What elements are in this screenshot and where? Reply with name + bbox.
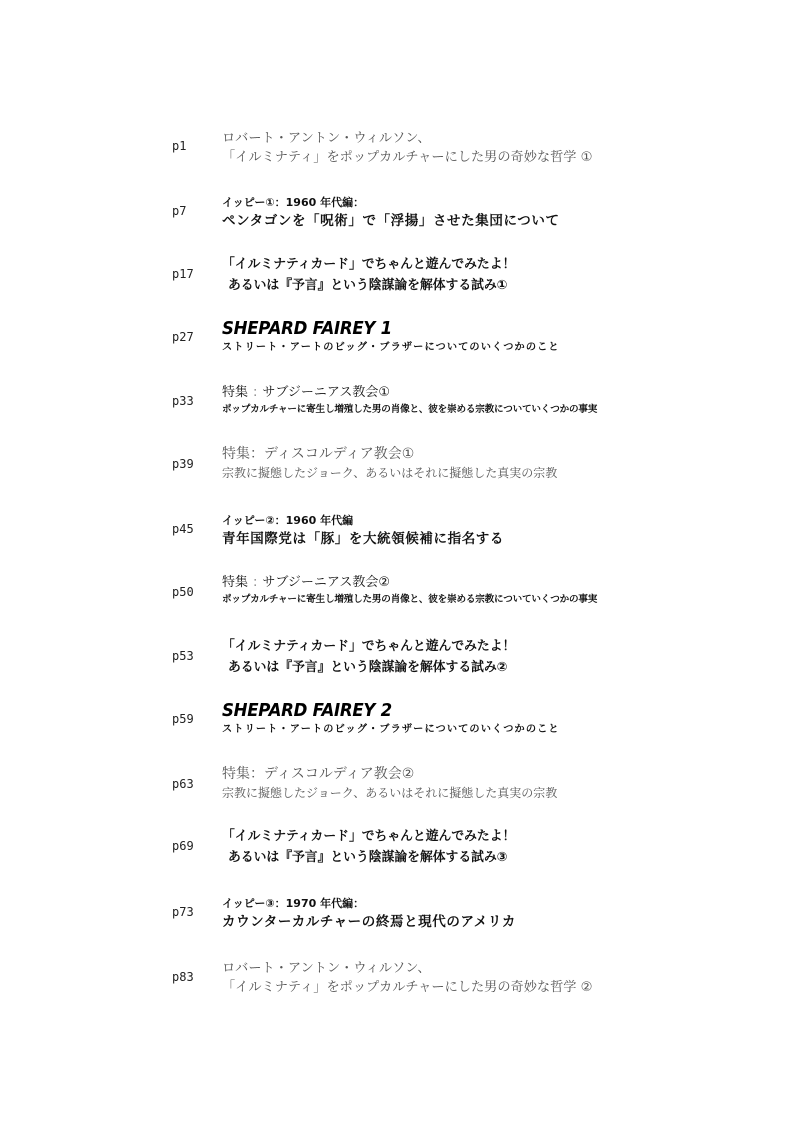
entry-headline: ペンタゴンを「呪術」で「浮揚」させた集団について	[222, 213, 560, 229]
feature-subtitle: ポップカルチャーに寄生し増殖した男の肖像と、彼を崇める宗教についていくつかの事実	[222, 594, 598, 605]
feature-label: 特集	[222, 575, 249, 590]
page-number: p83	[172, 970, 194, 984]
entry-title-line-2: あるいは『予言』という陰謀論を解体する試み②	[228, 660, 508, 675]
entry-headline: カウンターカルチャーの終焉と現代のアメリカ	[222, 914, 516, 930]
entry-title-line-1: 特集：ディスコルディア教会②	[222, 766, 415, 782]
feature-title: SHEPARD FAIREY 2	[222, 700, 392, 721]
entry-title-line-2: 宗教に擬態したジョーク、あるいはそれに擬態した真実の宗教	[222, 466, 558, 480]
page-number: p59	[172, 712, 194, 726]
entry-title-line-1: ロバート・アントン・ウィルソン、	[222, 131, 431, 146]
feature-name: サブジーニアス教会②	[262, 575, 391, 590]
feature-separator: :	[253, 575, 258, 590]
page-number: p27	[172, 330, 194, 344]
entry-title-line-2: あるいは『予言』という陰謀論を解体する試み③	[228, 850, 508, 865]
entry-title-line-1: ロバート・アントン・ウィルソン、	[222, 961, 431, 976]
page-number: p53	[172, 649, 194, 663]
feature-subtitle: ストリート・アートのビッグ・ブラザーについてのいくつかのこと	[222, 342, 560, 353]
entry-headline: 青年国際党は「豚」を大統領候補に指名する	[222, 531, 504, 547]
entry-title-line-2: 「イルミナティ」をポップカルチャーにした男の奇妙な哲学 ②	[222, 980, 593, 995]
entry-kicker: イッピー③：1970 年代編：	[222, 897, 365, 910]
page-number: p45	[172, 522, 194, 536]
entry-title-line-1: 「イルミナティカード」でちゃんと遊んでみたよ！	[222, 829, 516, 844]
entry-title-line-1: 「イルミナティカード」でちゃんと遊んでみたよ！	[222, 639, 516, 654]
entry-kicker: イッピー②：1960 年代編	[222, 514, 354, 527]
feature-heading	[222, 384, 762, 402]
feature-subtitle: ポップカルチャーに寄生し増殖した男の肖像と、彼を崇める宗教についていくつかの事実	[222, 404, 598, 415]
entry-kicker: イッピー①：1960 年代編：	[222, 196, 365, 209]
entry-title-line-1: 「イルミナティカード」でちゃんと遊んでみたよ！	[222, 257, 516, 272]
entry-title-line-2: 「イルミナティ」をポップカルチャーにした男の奇妙な哲学 ①	[222, 150, 593, 165]
entry-title-line-2: あるいは『予言』という陰謀論を解体する試み①	[228, 278, 508, 293]
feature-name: サブジーニアス教会①	[262, 385, 391, 400]
page-number: p69	[172, 839, 194, 853]
page-number: p73	[172, 905, 194, 919]
feature-subtitle: ストリート・アートのビッグ・ブラザーについてのいくつかのこと	[222, 724, 560, 735]
feature-separator: :	[253, 385, 258, 400]
page-number: p17	[172, 267, 194, 281]
feature-label: 特集	[222, 385, 249, 400]
page-number: p63	[172, 777, 194, 791]
page-number: p1	[172, 139, 187, 153]
entry-title-line-1: 特集：ディスコルディア教会①	[222, 446, 415, 462]
page-number: p33	[172, 394, 194, 408]
page-number: p50	[172, 585, 194, 599]
feature-heading	[222, 574, 762, 592]
feature-title: SHEPARD FAIREY 1	[222, 318, 392, 339]
page-number: p7	[172, 204, 187, 218]
page-number: p39	[172, 457, 194, 471]
entry-title-line-2: 宗教に擬態したジョーク、あるいはそれに擬態した真実の宗教	[222, 786, 558, 800]
